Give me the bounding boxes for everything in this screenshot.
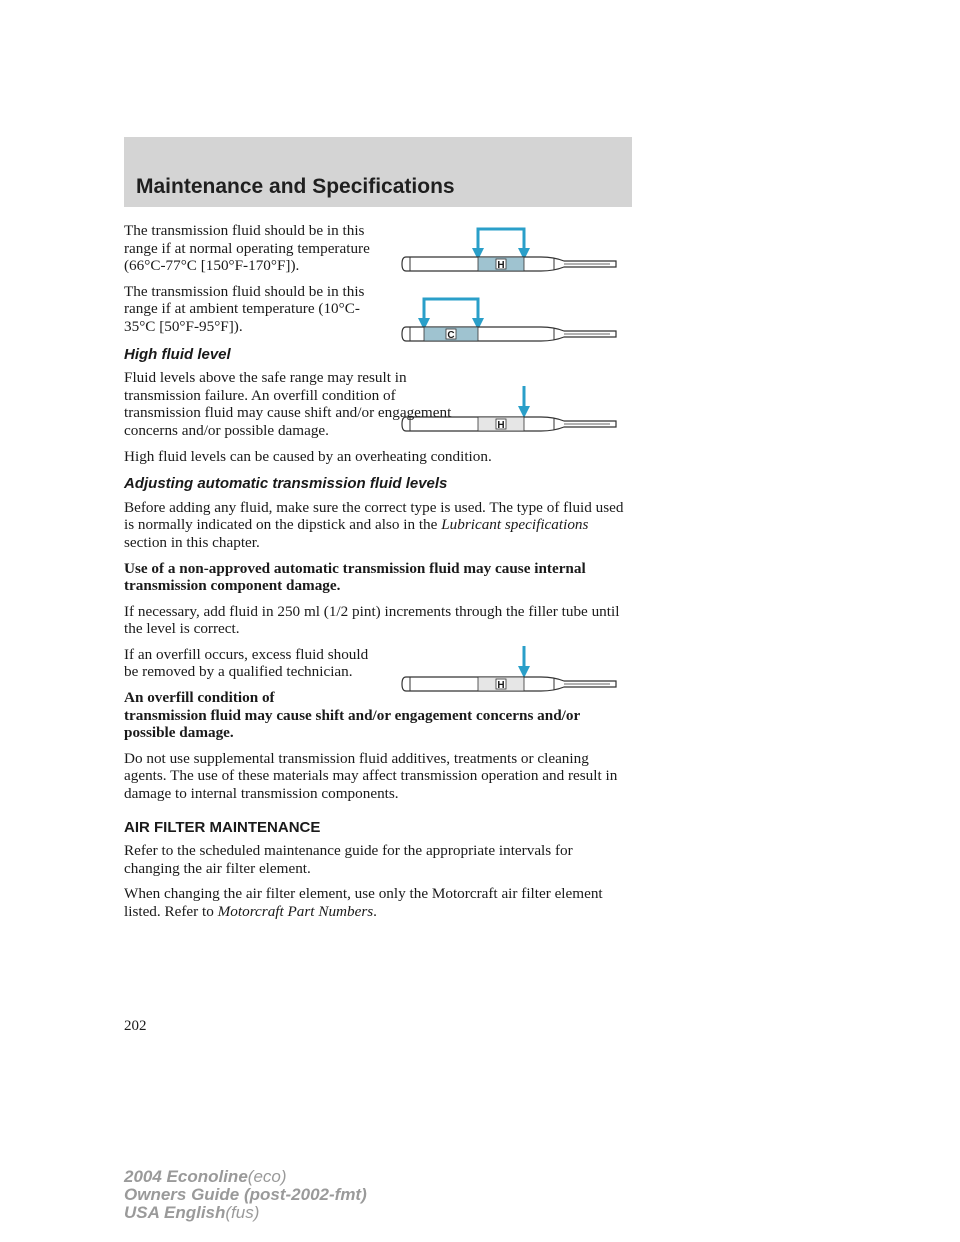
paragraph-air-filter-element-text-b: . bbox=[373, 903, 377, 920]
footer-model-code: (eco) bbox=[247, 1167, 287, 1186]
paragraph-overfill-risk-text: Fluid levels above the safe range may result in transmission failure. An overfill condition of transmission fluid may cause shift and/or engagement concerns and/or possible damage. bbox=[124, 369, 452, 439]
document-footer bbox=[124, 1168, 367, 1222]
dipstick-hot-mark: H bbox=[497, 260, 505, 271]
dipstick-hot-mark: H bbox=[497, 680, 505, 691]
footer-language-code: (fus) bbox=[225, 1203, 260, 1222]
paragraph-overfill-risk bbox=[124, 369, 454, 439]
warning-overfill-line2: transmission fluid may cause shift and/or engagement concerns and/or possible damage. bbox=[124, 706, 580, 742]
footer-language: USA English bbox=[124, 1203, 226, 1222]
footer-line-guide bbox=[124, 1186, 367, 1204]
dipstick-hot-mark: H bbox=[497, 420, 505, 431]
section-header-band bbox=[124, 137, 632, 207]
page-title: Maintenance and Specifications bbox=[136, 175, 455, 198]
dipstick-cold-mark: C bbox=[447, 330, 455, 341]
paragraph-excess-fluid: If an overfill occurs, excess fluid should be removed by a qualified technician. bbox=[124, 645, 369, 681]
paragraph-fluid-type-text-b: section in this chapter. bbox=[124, 533, 260, 551]
heading-air-filter: AIR FILTER MAINTENANCE bbox=[124, 818, 321, 836]
lubricant-specifications-ref: Lubricant specifications bbox=[441, 516, 589, 534]
paragraph-normal-temp: The transmission fluid should be in this range if at normal operating temperature (66°C-77°C [150°F-170°F]). bbox=[124, 222, 370, 275]
page-number: 202 bbox=[124, 1018, 147, 1034]
footer-line-model bbox=[124, 1168, 367, 1186]
paragraph-ambient-temp: The transmission fluid should be in this range if at ambient temperature (10°C-35°C [50°F-95°F]). bbox=[124, 282, 365, 335]
heading-adjusting-levels: Adjusting automatic transmission fluid levels bbox=[124, 475, 448, 493]
footer-model: 2004 Econoline bbox=[124, 1167, 248, 1186]
motorcraft-part-numbers-ref: Motorcraft Part Numbers bbox=[217, 903, 374, 920]
warning-overfill-line1: An overfill condition of bbox=[124, 689, 275, 707]
paragraph-air-filter-intervals: Refer to the scheduled maintenance guide for the appropriate intervals for changing the air filter element. bbox=[124, 842, 573, 877]
paragraph-no-additives: Do not use supplemental transmission fluid additives, treatments or cleaning agents. The use of these materials may affect transmission operation and result in damage to internal transmission components. bbox=[124, 749, 618, 803]
paragraph-overheating: High fluid levels can be caused by an overheating condition. bbox=[124, 447, 492, 465]
paragraph-air-filter-element-text-a: When changing the air filter element, use only the Motorcraft air filter element listed. Refer to bbox=[124, 885, 603, 920]
paragraph-add-fluid: If necessary, add fluid in 250 ml (1/2 pint) increments through the filler tube until the level is correct. bbox=[124, 602, 620, 638]
main-content bbox=[124, 222, 632, 929]
footer-line-language bbox=[124, 1204, 367, 1222]
footer-guide: Owners Guide (post-2002-fmt) bbox=[124, 1185, 367, 1204]
paragraph-fluid-type bbox=[124, 499, 632, 552]
heading-high-fluid-level: High fluid level bbox=[124, 345, 231, 363]
warning-non-approved-fluid: Use of a non-approved automatic transmission fluid may cause internal transmission component damage. bbox=[124, 559, 586, 595]
paragraph-fluid-type-text-a: Before adding any fluid, make sure the correct type is used. The type of fluid used is normally indicated on the dipstick and also in the bbox=[124, 498, 624, 534]
paragraph-air-filter-element bbox=[124, 885, 632, 920]
warning-overfill bbox=[124, 689, 632, 742]
